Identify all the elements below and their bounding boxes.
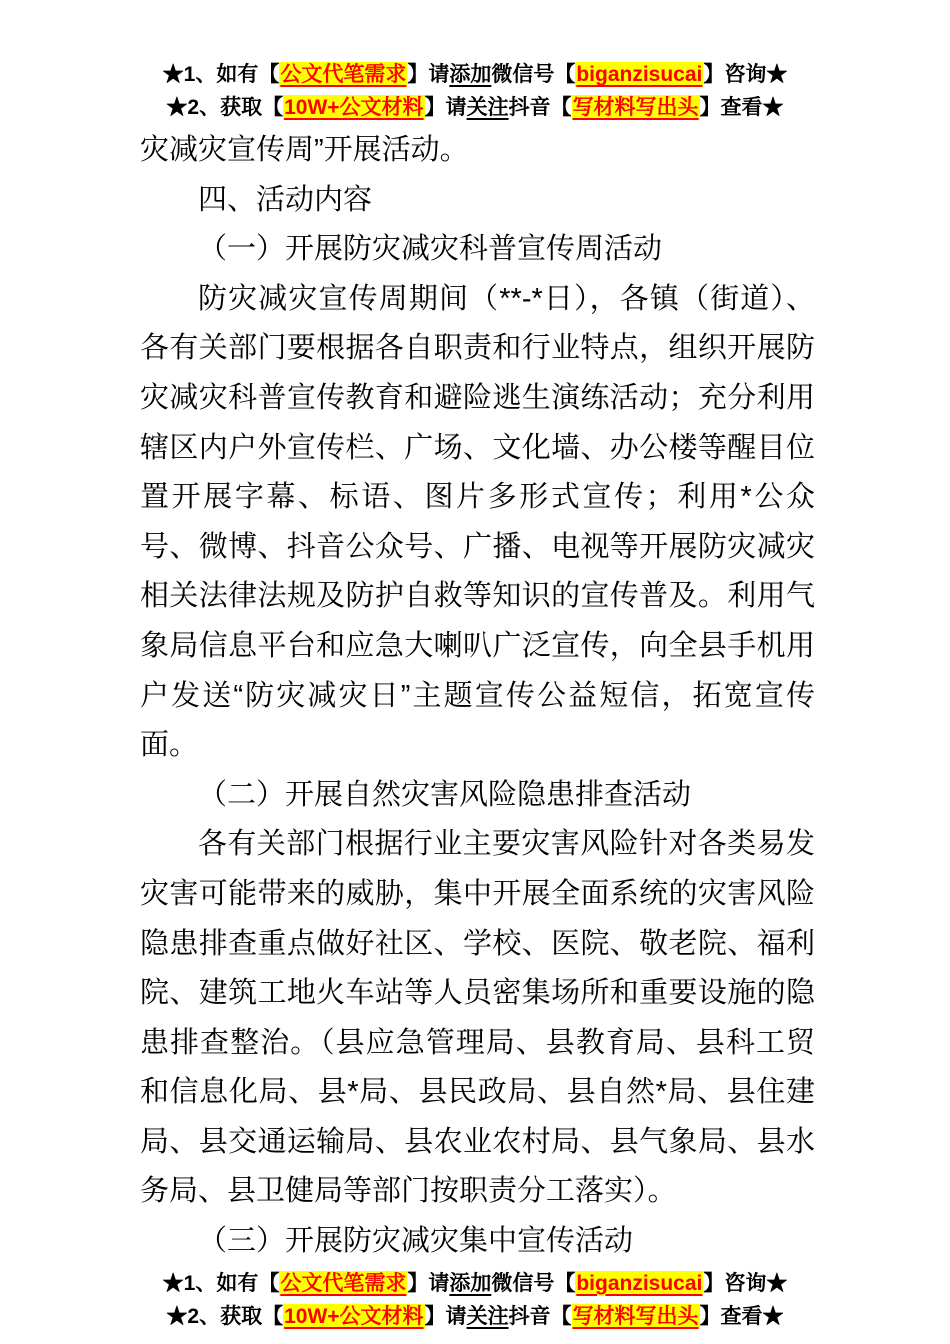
promo-footer bbox=[0, 1267, 950, 1333]
promo-mid: 】请 bbox=[407, 1271, 450, 1295]
material-highlight: 10W+公文材料 bbox=[284, 96, 424, 119]
promo-header-line-1 bbox=[0, 58, 950, 91]
paragraph-body: 各有关部门根据行业主要灾害风险针对各类易发灾害可能带来的威胁，集中开展全面系统的灾害风险隐患排查重点做好社区、学校、医院、敬老院、福利院、建筑工地火车站等人员密集场所和重要设施的隐患排查整治。（县应急管理局、县教育局、县科工贸和信息化局、县*局、县民政局、县自然*局、县住建局、县交通运输局、县农业农村局、县气象局、县水务局、县卫健局等部门按职责分工落实）。 bbox=[140, 828, 815, 1208]
promo-prefix: ★2、获取【 bbox=[166, 96, 284, 119]
follow-action: 关注 bbox=[466, 96, 509, 119]
douyin-label: 抖音【 bbox=[508, 1304, 572, 1328]
promo-prefix: ★2、获取【 bbox=[166, 1304, 284, 1328]
paragraph-continuation: 灾减灾宣传周”开展活动。 bbox=[140, 134, 469, 166]
promo-mid: 】请 bbox=[407, 63, 450, 86]
paragraph-body: 防灾减灾宣传周期间（**-*日），各镇（街道）、各有关部门要根据各自职责和行业特点，组织开展防灾减灾科普宣传教育和避险逃生演练活动；充分利用辖区内户外宣传栏、广场、文化墙、办公楼等醒目位置开展字幕、标语、图片多形式宣传；利用*公众号、微博、抖音公众号、广播、电视等开展防灾减灾相关法律法规及防护自救等知识的宣传普及。利用气象局信息平台和应急大喇叭广泛宣传，向全县手机用户发送“防灾减灾日”主题宣传公益短信，拓宽宣传面。 bbox=[140, 282, 815, 762]
wechat-label: 微信号【 bbox=[491, 63, 576, 86]
promo-suffix: 】查看★ bbox=[699, 96, 784, 119]
heading-sub-one: （一）开展防灾减灾科普宣传周活动 bbox=[198, 233, 663, 266]
promo-header bbox=[0, 0, 950, 124]
promo-prefix: ★1、如有【 bbox=[162, 1271, 280, 1295]
promo-footer-line-2 bbox=[0, 1300, 950, 1333]
service-highlight: 公文代笔需求 bbox=[280, 63, 407, 86]
promo-header-line-2 bbox=[0, 91, 950, 124]
wechat-id-highlight: biganzisucai bbox=[576, 1271, 703, 1295]
promo-mid: 】请 bbox=[424, 1304, 467, 1328]
promo-suffix: 】咨询★ bbox=[703, 63, 788, 86]
heading-sub-three: （三）开展防灾减灾集中宣传活动 bbox=[198, 1225, 634, 1258]
add-action: 添加 bbox=[449, 63, 492, 86]
promo-prefix: ★1、如有【 bbox=[162, 63, 280, 86]
service-highlight: 公文代笔需求 bbox=[280, 1271, 407, 1295]
promo-suffix: 】查看★ bbox=[699, 1304, 784, 1328]
heading-sub-two: （二）开展自然灾害风险隐患排查活动 bbox=[198, 778, 692, 811]
material-highlight: 10W+公文材料 bbox=[284, 1304, 424, 1328]
promo-suffix: 】咨询★ bbox=[703, 1271, 788, 1295]
wechat-id-highlight: biganzisucai bbox=[576, 63, 703, 86]
douyin-name-highlight: 写材料写出头 bbox=[572, 96, 699, 119]
heading-section-four: 四、活动内容 bbox=[198, 183, 373, 216]
promo-footer-line-1 bbox=[0, 1267, 950, 1300]
promo-mid: 】请 bbox=[424, 96, 467, 119]
wechat-label: 微信号【 bbox=[491, 1271, 576, 1295]
add-action: 添加 bbox=[449, 1271, 492, 1295]
douyin-label: 抖音【 bbox=[508, 96, 572, 119]
douyin-name-highlight: 写材料写出头 bbox=[572, 1304, 699, 1328]
document-body bbox=[0, 124, 950, 1267]
follow-action: 关注 bbox=[466, 1304, 509, 1328]
